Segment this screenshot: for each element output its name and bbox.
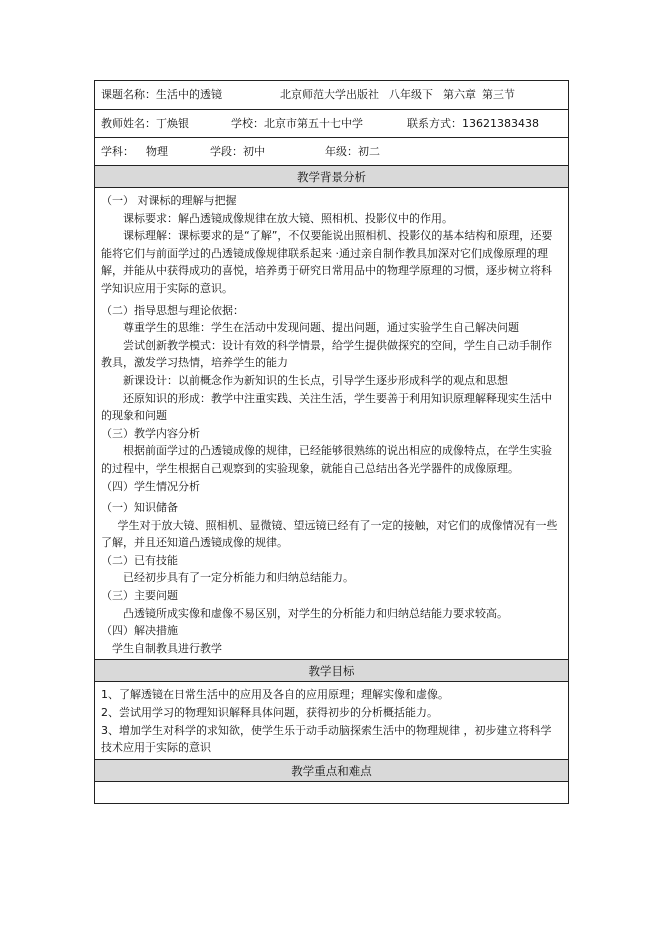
background-header: 教学背景分析 — [95, 165, 568, 187]
topic-row — [95, 81, 568, 109]
goal-2: 2、尝试用学习的物理知识解释具体问题，获得初步的分析概括能力。 — [101, 706, 438, 720]
subject-value: 物理 — [146, 144, 168, 158]
contact-label: 联系方式： — [407, 116, 462, 130]
teacher-name: 丁焕银 — [156, 116, 189, 130]
grade-level: 八年级下 — [389, 88, 433, 102]
publisher: 北京师范大学出版社 — [280, 88, 379, 102]
s4d-paragraph: 学生自制教具进行教学 — [112, 641, 222, 655]
goals-header: 教学目标 — [95, 659, 568, 681]
subject-row — [95, 137, 568, 165]
goals-body — [95, 681, 568, 758]
contact-value: 13621383438 — [462, 116, 539, 130]
school-label: 学校： — [231, 116, 264, 130]
s1-title: （一） 对课标的理解与把握 — [101, 194, 237, 207]
s4d-title: （四）解决措施 — [101, 624, 178, 638]
s4c-paragraph: 凸透镜所成实像和虚像不易区别，对学生的分析能力和归纳总结能力要求较高。 — [123, 606, 508, 620]
section: 第三节 — [482, 88, 515, 102]
goal-3: 3、增加学生对科学的求知欲，使学生乐于动手动脑探索生活中的物理规律 ，初步建立将科学技术应用于实际的意识 — [101, 723, 552, 755]
teacher-label: 教师姓名： — [101, 116, 156, 130]
s4a-title: （一）知识储备 — [101, 501, 178, 515]
s4b-title: （二）已有技能 — [101, 553, 178, 567]
grade-value: 初二 — [358, 144, 380, 158]
s4c-title: （三）主要问题 — [101, 589, 178, 603]
s4a-paragraph: 学生对于放大镜、照相机、显微镜、望远镜已经有了一定的接触，对它们的成像情况有一些了解，并且还知道凸透镜成像的规律。 — [101, 518, 558, 550]
chapter: 第六章 — [443, 88, 476, 102]
s1-paragraph-1: 课标要求：解凸透镜成像规律在放大镜、照相机、投影仪中的作用。 — [123, 211, 453, 225]
s2-paragraph-4: 还原知识的形成：教学中注重实践、关注生活，学生要善于利用知识原理解释现实生活中的现象和问题 — [101, 391, 552, 423]
s4b-paragraph: 已经初步具有了一定分析能力和归纳总结能力。 — [123, 571, 354, 585]
teacher-row — [95, 109, 568, 137]
s2-paragraph-2: 尝试创新教学模式：设计有效的科学情景，给学生提供做探究的空间，学生自己动手制作教具，激发学习热情，培养学生的能力 — [101, 338, 552, 370]
goal-1: 1、了解透镜在日常生活中的应用及各自的应用原理；理解实像和虚像。 — [101, 688, 449, 702]
stage-label: 学段： — [210, 144, 243, 158]
topic-label: 课题名称： — [101, 88, 156, 102]
background-body — [95, 187, 568, 659]
s1-paragraph-2: 课标理解：课标要求的是“了解”，不仅要能说出照相机、投影仪的基本结构和原理，还要能将它们与前面学过的凸透镜成像规律联系起来 ·通过亲自制作教具加深对它们成像原理的理解，并能从中获得成功的喜悦，培养勇于研究日常用品中的物理学原理的习惯，逐步树立将科学知识应用于实际的意识。 — [101, 229, 553, 295]
s4-title: （四）学生情况分析 — [101, 479, 200, 493]
s3-paragraph: 根据前面学过的凸透镜成像的规律，已经能够很熟练的说出相应的成像特点，在学生实验的过程中，学生根据自己观察到的实验现象，就能自己总结出各光学器件的成像原理。 — [101, 444, 552, 475]
topic-value: 生活中的透镜 — [156, 88, 222, 102]
school-name: 北京市第五十七中学 — [264, 116, 363, 130]
s3-title: （三）教学内容分析 — [101, 426, 200, 440]
keypoints-body — [95, 781, 568, 803]
grade-label: 年级： — [325, 144, 358, 158]
s2-title: （二）指导思想与理论依据： — [101, 303, 244, 317]
s2-paragraph-3: 新课设计：以前概念作为新知识的生长点，引导学生逐步形成科学的观点和思想 — [123, 373, 508, 387]
keypoints-header: 教学重点和难点 — [95, 759, 568, 781]
subject-label: 学科： — [101, 144, 134, 158]
lesson-plan-table — [94, 80, 569, 804]
s2-paragraph-1: 尊重学生的思维：学生在活动中发现问题、提出问题，通过实验学生自己解决问题 — [123, 321, 519, 335]
stage-value: 初中 — [243, 144, 265, 158]
